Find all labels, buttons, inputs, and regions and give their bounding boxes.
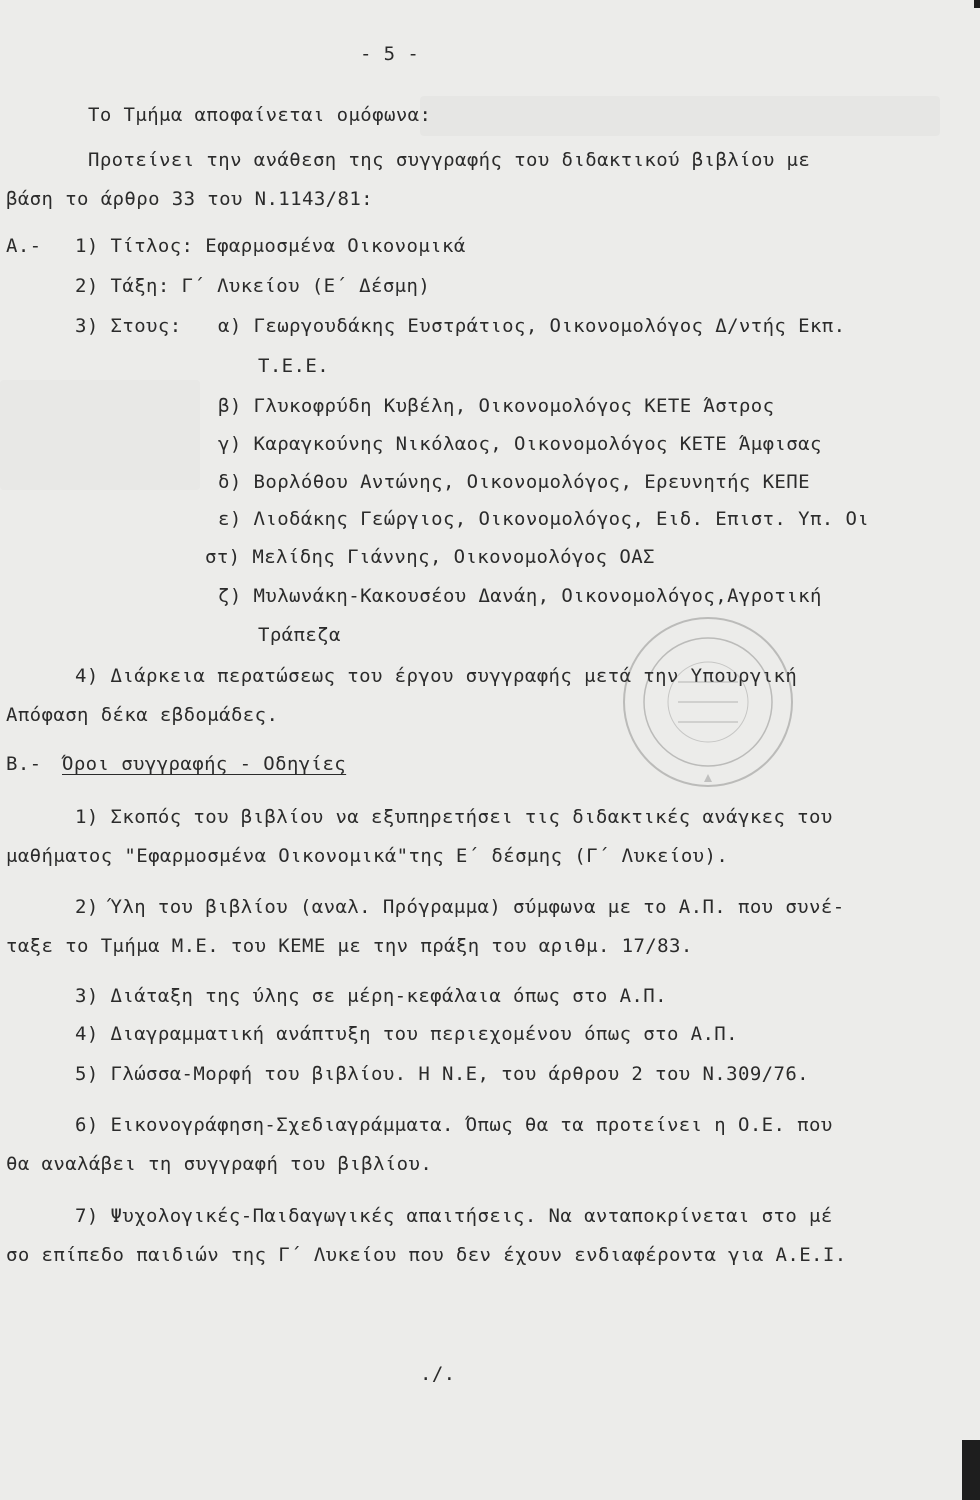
section-a-item-2: 2) Τάξη: Γ΄ Λυκείου (Ε΄ Δέσμη) [75, 275, 431, 297]
section-b-item-3: 3) Διάταξη της ύλης σε μέρη-κεφάλαια όπως στο Α.Π. [75, 985, 667, 1007]
author-line: δ) Βορλόθου Αντώνης, Οικονομολόγος, Ερευνητής ΚΕΠΕ [218, 471, 810, 493]
decision-line: Το Τμήμα αποφαίνεται ομόφωνα: [88, 104, 432, 126]
section-b-item-4: 4) Διαγραμματική ανάπτυξη του περιεχομένου όπως στο Α.Π. [75, 1023, 738, 1045]
scan-edge-shadow [962, 1440, 980, 1500]
section-b-item-1-line-1: 1) Σκοπός του βιβλίου να εξυπηρετήσει τις διδακτικές ανάγκες του [75, 806, 833, 828]
section-b-item-2-line-1: 2) Ύλη του βιβλίου (αναλ. Πρόγραμμα) σύμφωνα με το Α.Π. που συνέ- [75, 896, 845, 918]
section-b-item-2-line-2: ταξε το Τμήμα Μ.Ε. του ΚΕΜΕ με την πράξη του αριθμ. 17/83. [6, 935, 693, 957]
section-a-item-4-line-1: 4) Διάρκεια περατώσεως του έργου συγγραφής μετά την Υπουργική [75, 665, 798, 687]
author-line: Τράπεζα [258, 624, 341, 646]
scan-edge-shadow [974, 0, 980, 8]
section-b-item-7-line-2: σο επίπεδο παιδιών της Γ΄ Λυκείου που δεν έχουν ενδιαφέροντα για Α.Ε.Ι. [6, 1244, 847, 1266]
section-a-label: Α.- [6, 235, 42, 257]
author-line: α) Γεωργουδάκης Ευστράτιος, Οικονομολόγος Δ/ντής Εκπ. [218, 315, 846, 337]
author-line: β) Γλυκοφρύδη Κυβέλη, Οικονομολόγος ΚΕΤΕ Άστρος [218, 395, 775, 417]
section-a-item-1: 1) Τίτλος: Εφαρμοσμένα Οικονομικά [75, 235, 466, 257]
bleed-through-mark [0, 380, 200, 490]
section-b-item-1-line-2: μαθήματος "Εφαρμοσμένα Οικονομικά"της Ε΄ δέσμης (Γ΄ Λυκείου). [6, 845, 729, 867]
continuation-mark: ./. [420, 1363, 456, 1385]
section-b-label: Β.- [6, 753, 42, 775]
section-b-item-5: 5) Γλώσσα-Μορφή του βιβλίου. Η Ν.Ε, του άρθρου 2 του Ν.309/76. [75, 1063, 810, 1085]
section-b-item-6-line-2: θα αναλάβει τη συγγραφή του βιβλίου. [6, 1153, 433, 1175]
author-line: στ) Μελίδης Γιάννης, Οικονομολόγος ΟΑΣ [205, 546, 655, 568]
section-b-item-6-line-1: 6) Εικονογράφηση-Σχεδιαγράμματα. Όπως θα τα προτείνει η Ο.Ε. που [75, 1114, 833, 1136]
proposal-line-2: βάση το άρθρο 33 του Ν.1143/81: [6, 188, 374, 210]
author-line: γ) Καραγκούνης Νικόλαος, Οικονομολόγος ΚΕΤΕ Άμφισας [218, 433, 822, 455]
official-seal-icon [618, 612, 798, 792]
author-line: Τ.Ε.Ε. [258, 355, 330, 377]
page-number: - 5 - [360, 43, 420, 65]
bleed-through-mark [420, 96, 940, 136]
section-b-item-7-line-1: 7) Ψυχολογικές-Παιδαγωγικές απαιτήσεις. Να ανταποκρίνεται στο μέ [75, 1205, 833, 1227]
author-line: ζ) Μυλωνάκη-Κακουσέου Δανάη, Οικονομολόγος,Αγροτική [218, 585, 822, 607]
section-a-item-4-line-2: Απόφαση δέκα εβδομάδες. [6, 704, 279, 726]
section-a-item-3-label: 3) Στους: [75, 315, 182, 337]
section-b-title: Όροι συγγραφής - Οδηγίες [62, 753, 347, 775]
author-line: ε) Λιοδάκης Γεώργιος, Οικονομολόγος, Ειδ. Επιστ. Υπ. Οι [218, 508, 870, 530]
proposal-line-1: Προτείνει την ανάθεση της συγγραφής του διδακτικού βιβλίου με [88, 149, 811, 171]
